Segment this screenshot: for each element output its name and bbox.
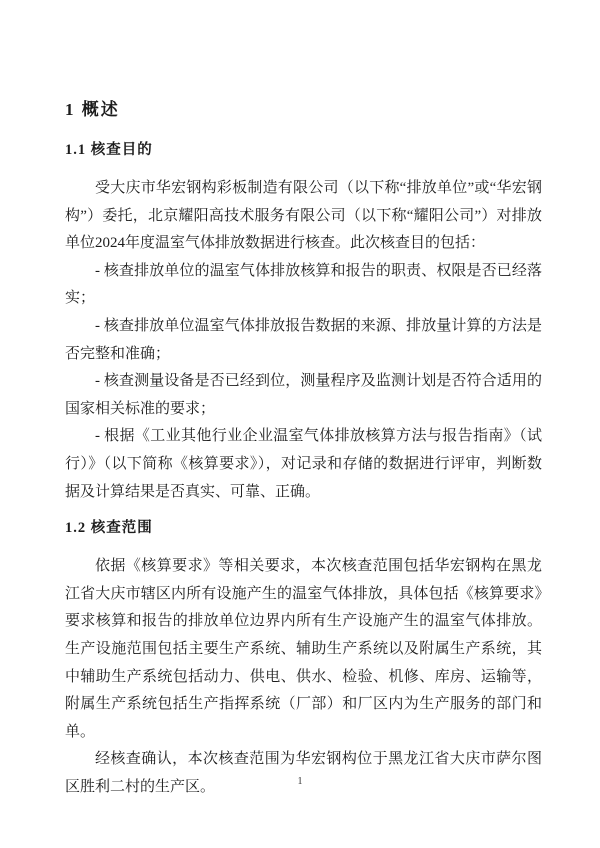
scope-paragraph-1: 依据《核算要求》等相关要求，本次核查范围包括华宏钢构在黑龙江省大庆市辖区内所有设施产生的温室气体排放，具体包括《核算要求》要求核算和报告的排放单位边界内所有生产设施产生的温室气体排放。生产设施范围包括主要生产系统、辅助生产系统以及附属生产系统，其中辅助生产系统包括动力、供电、供水、检验、机修、库房、运输等，附属生产系统包括生产指挥系统（厂部）和厂区内为生产服务的部门和单。 bbox=[65, 558, 542, 740]
page-number: 1 bbox=[297, 776, 303, 787]
section-heading-overview: 1 概述 bbox=[65, 100, 120, 119]
purpose-item-1: - 核查排放单位的温室气体排放核算和报告的职责、权限是否已经落实； bbox=[65, 262, 542, 307]
purpose-item-4: - 根据《工业其他行业企业温室气体排放核算方法与报告指南》（试行）》（以下简称《核算要求》），对记录和存储的数据进行评审，判断数据及计算结果是否真实、可靠、正确。 bbox=[65, 428, 542, 500]
scope-paragraph-2: 经核查确认，本次核查范围为华宏钢构位于黑龙江省大庆市萨尔图区胜利二村的生产区。 bbox=[65, 751, 542, 795]
subsection-heading-verification-purpose: 1.1 核查目的 bbox=[65, 142, 153, 158]
subsection-heading-verification-scope: 1.2 核查范围 bbox=[65, 520, 153, 537]
purpose-item-2: - 核查排放单位温室气体排放报告数据的来源、排放量计算的方法是否完整和准确； bbox=[65, 317, 542, 362]
purpose-intro-paragraph: 受大庆市华宏钢构彩板制造有限公司（以下称“排放单位”或“华宏钢构”）委托，北京耀阳高技术服务有限公司（以下称“耀阳公司”）对排放单位2024年度温室气体排放数据进行核查。此次核查目的包括： bbox=[65, 180, 542, 252]
purpose-item-3: - 核查测量设备是否已经到位，测量程序及监测计划是否符合适用的国家相关标准的要求； bbox=[65, 373, 542, 417]
